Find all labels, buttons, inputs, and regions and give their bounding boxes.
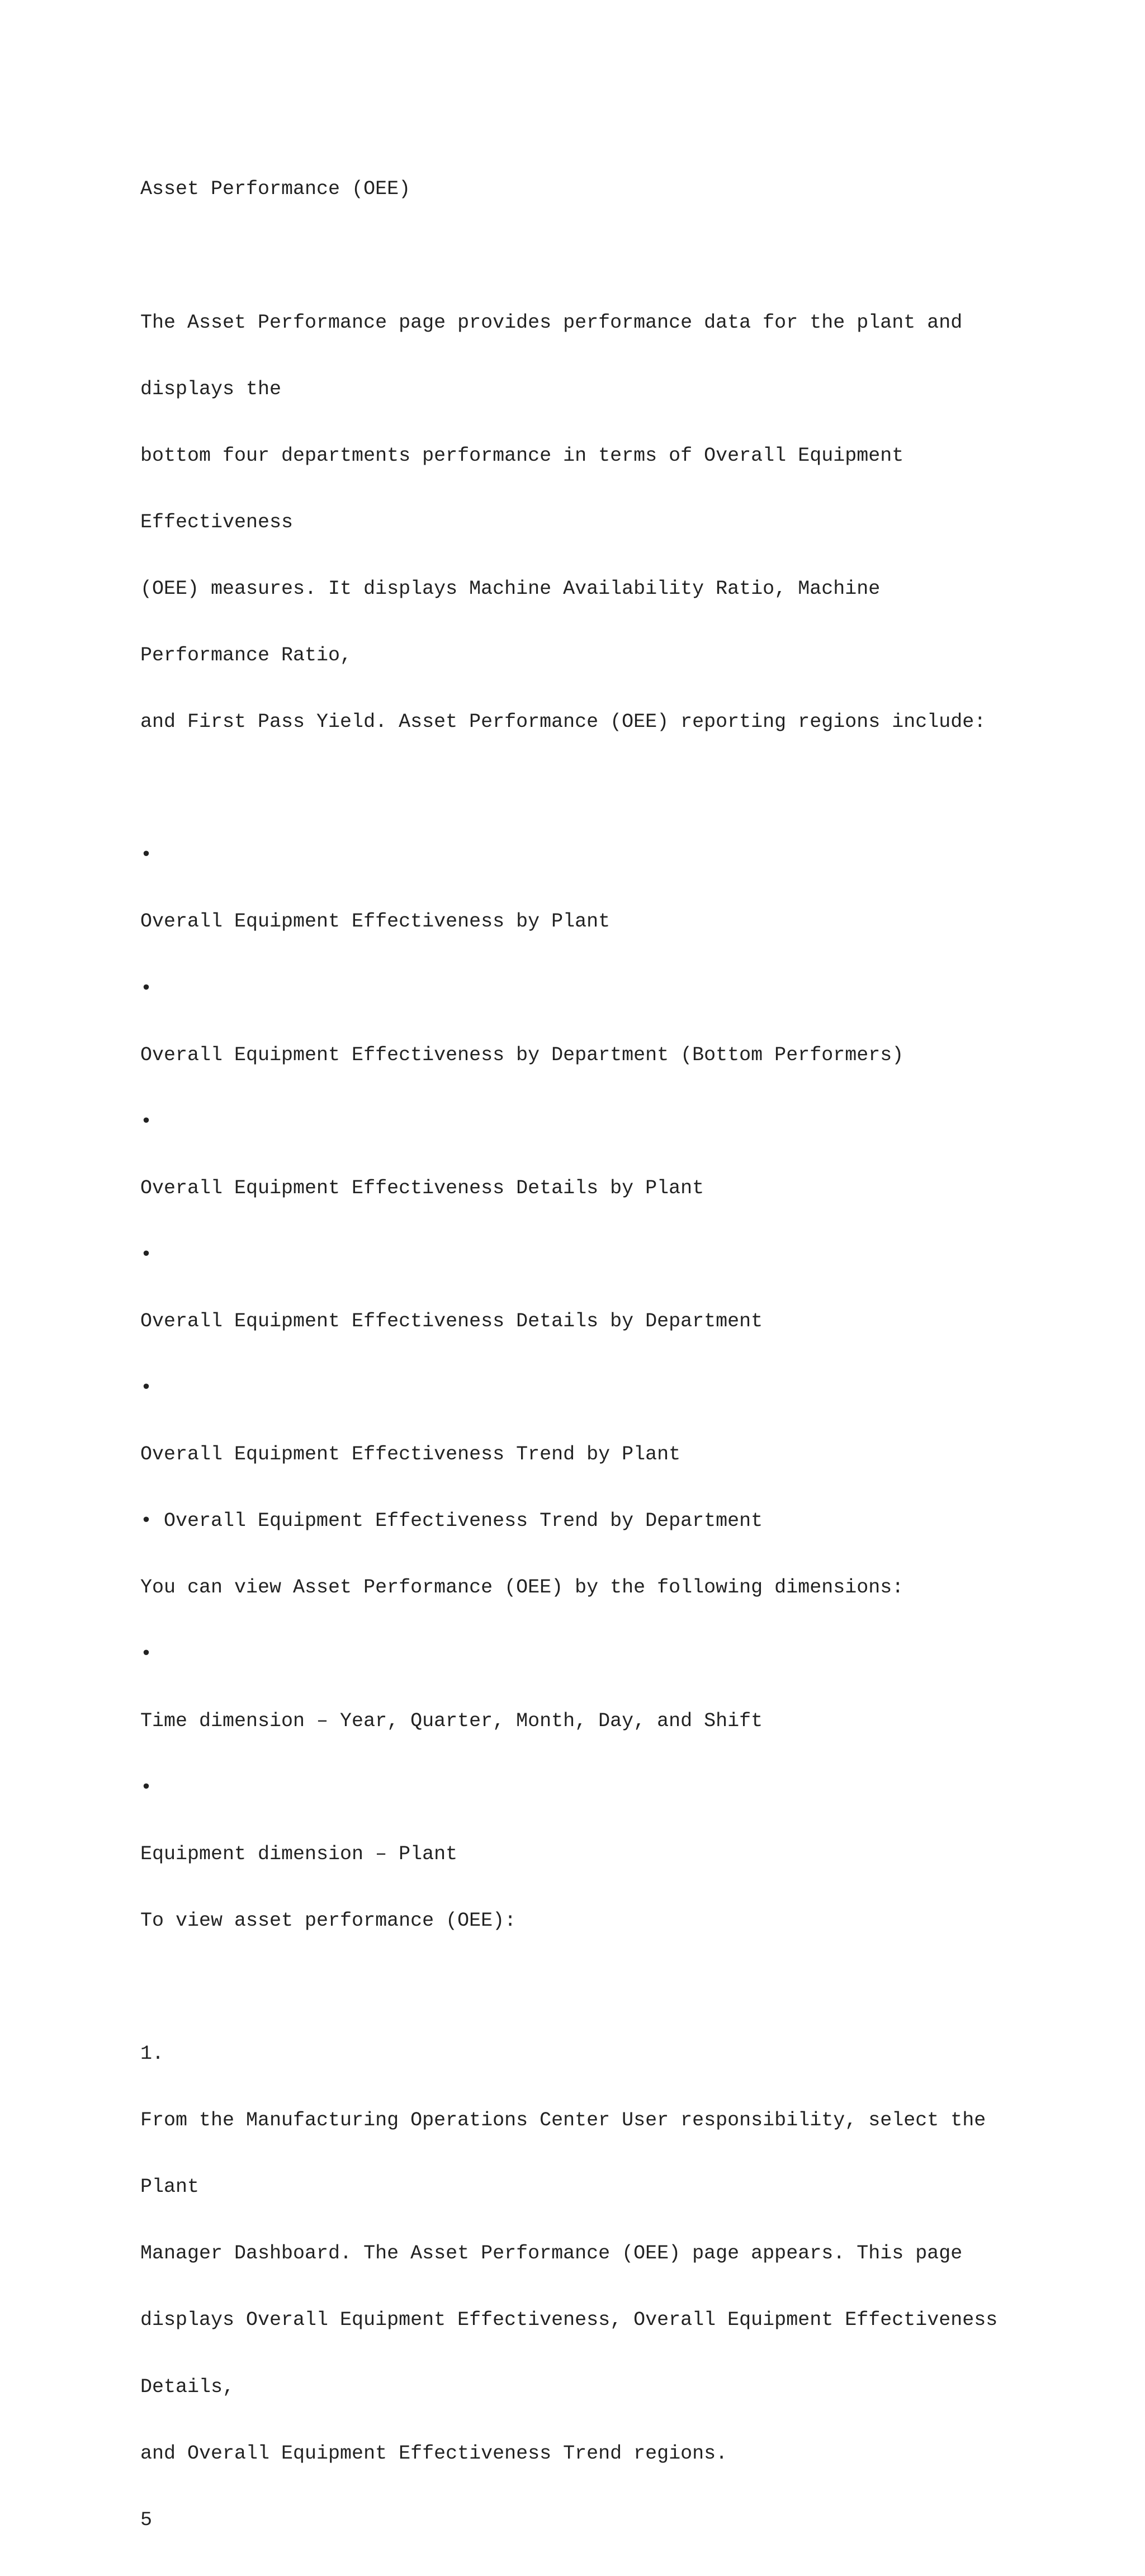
step-text: displays Overall Equipment Effectiveness, Overall Equipment Effectiveness — [140, 2309, 998, 2332]
step-text: Manager Dashboard. The Asset Performance (OEE) page appears. This page — [140, 2242, 963, 2265]
page-title: Asset Performance (OEE) — [140, 178, 411, 201]
paragraph-line: You can view Asset Performance (OEE) by the following dimensions: — [140, 1576, 904, 1599]
paragraph-line: (OEE) measures. It displays Machine Availability Ratio, Machine — [140, 577, 881, 600]
step-text: and Overall Equipment Effectiveness Trend regions. — [140, 2442, 728, 2465]
list-item: Overall Equipment Effectiveness Details by Department — [140, 1310, 763, 1332]
paragraph-line: The Asset Performance page provides performance data for the plant and — [140, 311, 963, 334]
paragraph-line: and First Pass Yield. Asset Performance (OEE) reporting regions include: — [140, 711, 986, 734]
step-text: Details, — [140, 2375, 235, 2398]
bullet-marker: • — [140, 977, 153, 1000]
list-item: Overall Equipment Effectiveness by Department (Bottom Performers) — [140, 1043, 904, 1066]
step-number: 1. — [140, 2043, 164, 2065]
bullet-marker: • — [140, 1243, 153, 1266]
bullet-marker: • — [140, 1643, 153, 1666]
list-item: Overall Equipment Effectiveness Trend by Plant — [140, 1443, 681, 1466]
list-item: Time dimension – Year, Quarter, Month, Day, and Shift — [140, 1709, 763, 1732]
bullet-marker: • — [140, 1110, 153, 1133]
list-item: Equipment dimension – Plant — [140, 1842, 458, 1865]
paragraph-line: To view asset performance (OEE): — [140, 1909, 517, 1932]
list-item: Overall Equipment Effectiveness by Plant — [140, 910, 611, 933]
bullet-marker: • — [140, 844, 153, 867]
paragraph-line: displays the — [140, 377, 282, 400]
blank-line — [140, 778, 1080, 800]
document-text — [140, 134, 1080, 2576]
paragraph-line: Effectiveness — [140, 511, 294, 533]
bullet-marker: • — [140, 1776, 153, 1799]
bullet-marker: • — [140, 1377, 153, 1400]
paragraph-line: Performance Ratio, — [140, 644, 352, 667]
blank-line — [140, 1977, 1080, 1999]
list-item: Overall Equipment Effectiveness Details by Plant — [140, 1176, 704, 1199]
paragraph-line: bottom four departments performance in terms of Overall Equipment — [140, 444, 904, 467]
list-item: • Overall Equipment Effectiveness Trend by Department — [140, 1510, 763, 1533]
step-text: From the Manufacturing Operations Center User responsibility, select the — [140, 2109, 986, 2132]
step-text: Plant — [140, 2176, 200, 2199]
blank-line — [140, 245, 1080, 268]
page-number: 5 — [140, 2508, 153, 2531]
